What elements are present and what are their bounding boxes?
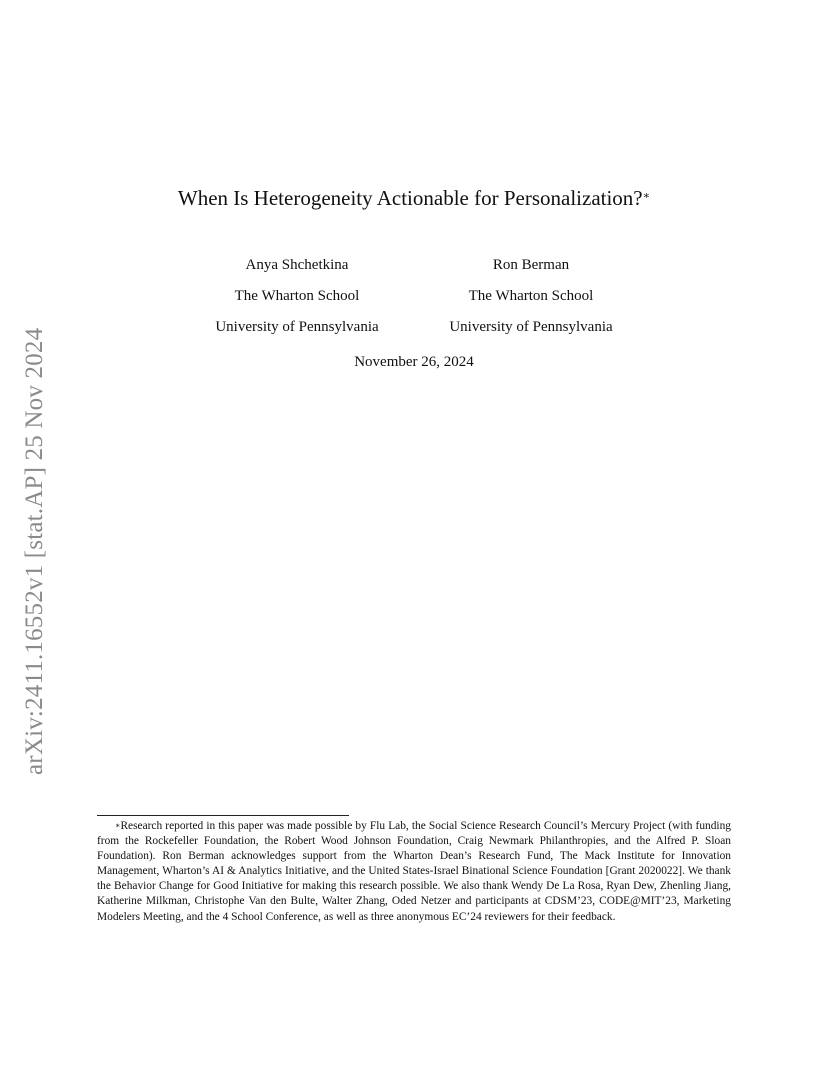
arxiv-identifier: arXiv:2411.16552v1 [stat.AP] 25 Nov 2024	[21, 327, 48, 775]
paper-date: November 26, 2024	[354, 354, 474, 370]
author-name: Anya Shchetkina	[245, 257, 349, 273]
author-institution: University of Pennsylvania	[449, 319, 613, 335]
author-institution: University of Pennsylvania	[215, 319, 379, 335]
paper-title-text: When Is Heterogeneity Actionable for Personalization?	[177, 186, 643, 210]
footnote-text: Research reported in this paper was made possible by Flu Lab, the Social Science Research Council’s Mercury Project (with funding from the Rockefeller Foundation, the Robert Wood Johnson Foundation, Craig Newmark Philanthropies, and the Alfred P. Sloan Foundation). Ron Berman acknowledges support from the Wharton Dean’s Research Fund, The Mack Institute for Innovation Management, Wharton’s AI & Analytics Initiative, and the United States-Israel Binational Science Foundation [Grant 2020022]. We thank the Behavior Change for Good Initiative for making this research possible. We also thank Wendy De La Rosa, Ryan Dew, Zhenling Jiang, Katherine Milkman, Christophe Van den Bulte, Walter Zhang, Oded Netzer and participants at CDSM’23, CODE@MIT’23, Marketing Modelers Meeting, and the 4 School Conference, as well as three anonymous EC’24 reviewers for their feedback.	[97, 820, 731, 923]
paper-title	[0, 184, 828, 212]
author-name: Ron Berman	[492, 257, 570, 273]
footnote-divider	[97, 815, 349, 816]
author-block-1	[167, 250, 427, 343]
author-block-2	[401, 250, 661, 343]
footnote-mark: ∗	[115, 821, 121, 830]
acknowledgement-footnote	[97, 819, 731, 925]
author-affiliation: The Wharton School	[468, 288, 594, 304]
title-footnote-mark: ∗	[642, 190, 651, 202]
author-affiliation: The Wharton School	[234, 288, 360, 304]
